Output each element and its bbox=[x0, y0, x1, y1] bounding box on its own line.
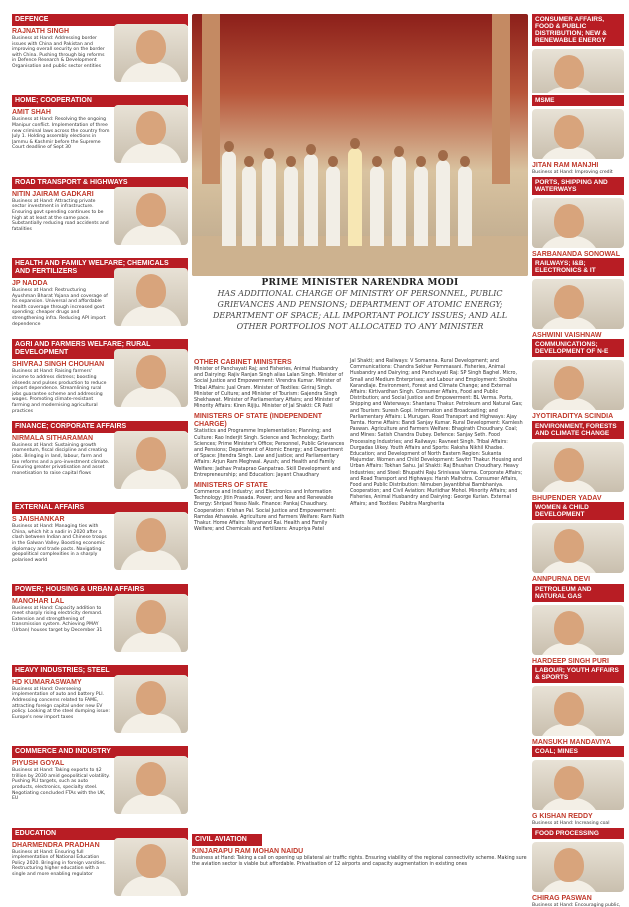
minister-photo bbox=[114, 675, 188, 733]
section-head: PORTS, SHIPPING AND WATERWAYS bbox=[532, 177, 624, 195]
portfolio-section bbox=[12, 95, 188, 174]
portfolio-section bbox=[12, 828, 188, 907]
pm-block bbox=[192, 278, 528, 332]
minister-name: RAJNATH SINGH bbox=[12, 28, 70, 35]
business-text: Business at Hand: Attracting private sector investment in infrastructure. Ensuring govt spending continues to be high at at least at the same pace. Substantially reducing road accidents and fatalities bbox=[12, 198, 109, 232]
section-head: ENVIRONMENT, FORESTS AND CLIMATE CHANGE bbox=[532, 421, 624, 439]
minister-photo bbox=[532, 686, 624, 736]
minister-photo bbox=[114, 105, 188, 163]
portfolio-section bbox=[532, 746, 624, 825]
section-head: HEAVY INDUSTRIES; STEEL bbox=[12, 665, 188, 677]
business-text: Business at Hand: Capacity addition to meet sharply rising electricity demand. Extension and strengthening of transmission system. Achieving PMAY (Urban) houses target by December 31 bbox=[12, 605, 103, 633]
mos-list bbox=[350, 359, 526, 508]
section-head: PETROLEUM AND NATURAL GAS bbox=[532, 584, 624, 602]
minister-name: JITAN RAM MANJHI bbox=[532, 162, 599, 170]
minister-photo bbox=[114, 594, 188, 652]
pm-title: PRIME MINISTER NARENDRA MODI bbox=[261, 278, 459, 288]
business-text: Business at Hand: Addressing border issues with China and Pakistan and improving overall security on the border with China. Pushing through big reforms in Defence Research & Development Organisation and public sector entities bbox=[12, 36, 105, 69]
section-head: COMMERCE AND INDUSTRY bbox=[12, 746, 188, 758]
mos-list-text: Jal Shakti; and Railways: V Somanna. Rural Development; and Communications: Chandra Sekhar Pemmasani. Fisheries, Animal Husbandry and Dairying; and Panchayati Raj: SP Singh Baghel. Micro, Small and Medium Enterprises; and Labour and Employment: Shobha Karandlaje. Environment, Forest and Climate Change; and External Affairs: Kirtivardhan Singh. Consumer Affairs, Food and Public Distribution; and Social Justice and Empowerment: BL Verma. Ports, Shipping and Waterways: Shantanu Thakur. Petroleum and Natural Gas; and Tourism: Suresh Gopi. Information and Broadcasting; and Parliamentary Affairs: L Murugan. Road Transport and Highways: Ajay Tamta. Home Affairs: Bandi Sanjay Kumar. Rural Development: Kamlesh Paswan. Agriculture and Farmers Welfare: Bhagirath Choudhary. Coal; and Mines: Satish Chandra Dubey. Defence: Sanjay Seth. Food Processing Industries; and Railways: Ravneet Singh. Tribal Affairs: Durgadas Uikey. Youth Affairs and Sports: Raksha Nikhil Khadse. Education; and Development of North Eastern Region: Sukanta Majumdar. Women and Child Development: Savitri Thakur. Housing and Urban Affairs: Tokhan Sahu. Jal Shakti: Raj Bhushan Choudhary. Heavy Industries; and Steel: Bhupathi Raju Srinivasa Varma. Corporate Affairs; and Road Transport and Highways: Harsh Malhotra. Consumer Affairs, Food and Public Distribution: Nimuben Jayantibhai Bambhaniya. Cooperation; and Civil Aviation: Murlidhar Mohol. Minority Affairs; and Fisheries, Animal Husbandry and Dairying: George Kurian. External Affairs; and Textiles: Pabitra Margherita bbox=[350, 359, 523, 507]
middle-column bbox=[192, 14, 528, 887]
section-head: AGRI AND FARMERS WELFARE; RURAL DEVELOPMENT bbox=[12, 339, 188, 359]
other-ministers bbox=[194, 359, 346, 533]
minister-photo bbox=[114, 431, 188, 489]
minister-name: DHARMENDRA PRADHAN bbox=[12, 841, 100, 849]
minister-photo bbox=[114, 512, 188, 570]
minister-photo bbox=[532, 842, 624, 892]
minister-name: G KISHAN REDDY bbox=[532, 813, 593, 821]
mosi-text: Statistics and Programme Implementation; Planning; and Culture: Rao Inderjit Singh. Science and Technology; Earth Sciences; Prime Minister's Office; Personnel, Public Grievances and Pensions; Department of Atomic Energy; and Department of Space: Jitendra Singh. Law and Justice; and Parliamentary Affairs: Arjun Ram Meghwal. Ayush; and Health and Family Welfare: Jadhav Prataprao Ganpatrao. Skill Development and Entrepreneurship; and Education: Jayant Chaudhary bbox=[194, 429, 345, 478]
portfolio-section bbox=[12, 258, 188, 337]
minister-photo bbox=[532, 279, 624, 329]
business-text: Business at Hand: Improving credit bbox=[532, 170, 613, 175]
minister-photo bbox=[114, 268, 188, 326]
portfolio-section bbox=[532, 421, 624, 500]
portfolio-section bbox=[532, 14, 624, 93]
minister-name: AMIT SHAH bbox=[12, 109, 51, 117]
minister-name: BHUPENDER YADAV bbox=[532, 494, 602, 501]
section-head: ROAD TRANSPORT & HIGHWAYS bbox=[12, 177, 188, 189]
business-text: Business at Hand: Restructuring Ayushman Bharat Yojana and coverage of its expansion. Universal and affordable health coverage through increased govt spending; cheaper drugs and strengthening infra. Reducing API import dependence bbox=[12, 288, 108, 327]
pm-subtitle: HAS ADDITIONAL CHARGE OF MINISTRY OF PERSONNEL, PUBLIC GRIEVANCES AND PENSIONS; DEPARTMENT OF ATOMIC ENERGY; DEPARTMENT OF SPACE; ALL IMPORTANT POLICY ISSUES; AND ALL OTHER PORTFOLIOS NOT ALLOCATED TO ANY MINISTER bbox=[212, 289, 508, 331]
section-head: RAILWAYS; I&B; ELECTRONICS & IT bbox=[532, 258, 624, 276]
section-head: HEALTH AND FAMILY WELFARE; CHEMICALS AND FERTILIZERS bbox=[12, 258, 188, 278]
minister-name: ANNPURNA DEVI bbox=[532, 576, 591, 582]
portfolio-section bbox=[12, 665, 188, 744]
section-head: WOMEN & CHILD DEVELOPMENT bbox=[532, 502, 624, 520]
right-column bbox=[532, 14, 624, 907]
minister-name: HARDEEP SINGH PURI bbox=[532, 657, 609, 663]
portfolio-section bbox=[12, 339, 188, 418]
portfolio-section bbox=[12, 584, 188, 663]
minister-name: SARBANANDA SONOWAL bbox=[532, 250, 621, 257]
business-text: Business at Hand: Ensuring full implementation of National Education Policy 2020. Bringing in foreign varsities. Restructuring higher education with a single and more enabling regulator bbox=[12, 849, 107, 877]
minister-name: SHIVRAJ SINGH CHOUHAN bbox=[12, 361, 105, 369]
minister-name: HD KUMARASWAMY bbox=[12, 678, 82, 686]
cabinet-photo bbox=[192, 14, 528, 276]
business-text: Business at Hand: Raising farmers' income to address distress; boosting oilseeds and pulses production to reduce import dependence. Streamlining rural jobs guarantee scheme and addressing wages. Promoting climate-resistant farming and modernising agricultural practices bbox=[12, 369, 107, 414]
section-head: CONSUMER AFFAIRS, FOOD & PUBLIC DISTRIBUTION; NEW & RENEWABLE ENERGY bbox=[532, 14, 624, 46]
other-text: Minister of Panchayati Raj; and Fisheries, Animal Husbandry and Dairying: Rajiv Ranjan Singh alias Lalan Singh. Minister of Social Justice and Empowerment: Virendra Kumar. Minister of Tribal Affairs: Jual Oram. Minister of Textiles: Giriraj Singh. Minister of Culture; and Minister of Tourism: Gajendra Singh Shekhawat. Minister of Parliamentary Affairs; and Minister of Minority Affairs: Kiren Rijiju. Minister of Jal Shakti: CR Patil bbox=[194, 367, 344, 410]
minister-name: MANSUKH MANDAVIYA bbox=[532, 738, 611, 745]
minister-name: NITIN JAIRAM GADKARI bbox=[12, 190, 94, 198]
minister-photo bbox=[114, 349, 188, 407]
portfolio-section bbox=[532, 95, 624, 174]
other-head: OTHER CABINET MINISTERS bbox=[194, 359, 292, 366]
minister-name: JP NADDA bbox=[12, 280, 48, 288]
minister-photo bbox=[532, 760, 624, 810]
portfolio-section bbox=[532, 665, 624, 744]
minister-photo bbox=[532, 523, 624, 573]
minister-photo bbox=[532, 442, 624, 492]
portfolio-section bbox=[532, 584, 624, 663]
civil-aviation bbox=[192, 834, 528, 868]
section-head: COMMUNICATIONS; DEVELOPMENT OF N-E bbox=[532, 339, 624, 357]
section-head: EXTERNAL AFFAIRS bbox=[12, 502, 188, 514]
portfolio-section bbox=[12, 177, 188, 256]
minister-photo bbox=[532, 198, 624, 248]
section-head: POWER; HOUSING & URBAN AFFAIRS bbox=[12, 584, 188, 596]
portfolio-section bbox=[12, 421, 188, 500]
business-text: Business at Hand: Taking exports to $2 trillion by 2030 amid geopolitical volatility. Pushing PLI targets, such as auto products, electronics, specialty steel. Negotiating concluded FTAs with the UK, EU bbox=[12, 768, 110, 802]
business-text: Business at Hand: Overseeing implementation of auto and battery PLI. Addressing concerns related to FAME, attracting foreign capital under new EV policy. Looking at the steel dumping issue: Europe's new import taxes bbox=[12, 686, 110, 720]
portfolio-section bbox=[532, 177, 624, 256]
minister-name: CHIRAG PASWAN bbox=[532, 894, 592, 902]
minister-name: NIRMALA SITHARAMAN bbox=[12, 434, 94, 442]
portfolio-section bbox=[532, 828, 624, 907]
mos-head: MINISTERS OF STATE bbox=[194, 482, 268, 490]
minister-photo bbox=[532, 109, 624, 159]
mos-text: Commerce and Industry; and Electronics and Information Technology: Jitin Prasada. Power; and New and Renewable Energy: Shripad Yesso Naik. Finance: Pankaj Chaudhary. Cooperation: Krishan Pal. Social Justice and Empowerment: Ramdas Athawale. Agriculture and Farmers Welfare: Ram Nath Thakur. Home Affairs: Nityanand Rai. Health and Family Welfare; and Chemicals and Fertilizers: Anupriya Patel bbox=[194, 490, 345, 533]
section-head: FOOD PROCESSING bbox=[532, 828, 624, 839]
civil-text: Business at Hand: Taking a call on opening up bilateral air traffic rights. Ensuring viability of the regional connectivity scheme. Making sure the aviation sector is viable but affordable. Privatisation of 12 airports and capacity augmentation in existing ones bbox=[192, 856, 527, 868]
portfolio-section bbox=[532, 258, 624, 337]
business-text: Business at Hand: Increasing coal bbox=[532, 821, 610, 826]
civil-name: KINJARAPU RAM MOHAN NAIDU bbox=[192, 848, 304, 855]
minister-photo bbox=[532, 49, 624, 93]
section-head: MSME bbox=[532, 95, 624, 106]
business-text: Business at Hand: Sustaining growth momentum, fiscal discipline and creating jobs. Bringing in land, labour, farm and tax reforms and a pro-investment climate. Ensuring greater privatisation and asset monetisation to raise capital flows bbox=[12, 442, 110, 476]
section-head: LABOUR; YOUTH AFFAIRS & SPORTS bbox=[532, 665, 624, 683]
minister-photo bbox=[114, 24, 188, 82]
minister-photo bbox=[114, 187, 188, 245]
portfolio-section bbox=[532, 502, 624, 581]
portfolio-section bbox=[12, 746, 188, 825]
minister-photo bbox=[532, 605, 624, 655]
section-head: FINANCE; CORPORATE AFFAIRS bbox=[12, 421, 188, 433]
civil-head: CIVIL AVIATION bbox=[192, 834, 262, 846]
business-text: Business at Hand: Managing ties with China, which hit a nadir in 2020 after a clash between Indian and Chinese troops in the Galwan Valley. Boosting economic diplomacy and trade pacts. Navigating geopolitical complexities in a sharply polarised world bbox=[12, 524, 107, 563]
section-head: EDUCATION bbox=[12, 828, 188, 840]
minister-name: ASHWINI VAISHNAW bbox=[532, 332, 602, 338]
section-head: HOME; COOPERATION bbox=[12, 95, 188, 107]
portfolio-section bbox=[12, 502, 188, 581]
left-column bbox=[12, 14, 188, 887]
minister-photo bbox=[114, 756, 188, 814]
portfolio-section bbox=[532, 339, 624, 418]
minister-name: PIYUSH GOYAL bbox=[12, 760, 65, 768]
minister-name: S JAISHANKAR bbox=[12, 516, 65, 524]
minister-photo bbox=[114, 838, 188, 896]
minister-photo bbox=[532, 360, 624, 410]
section-head: COAL; MINES bbox=[532, 746, 624, 757]
minister-name: JYOTIRADITYA SCINDIA bbox=[532, 413, 614, 419]
business-text: Business at Hand: Encouraging public, bbox=[532, 902, 621, 907]
minister-name: MANOHAR LAL bbox=[12, 597, 65, 605]
mosi-head: MINISTERS OF STATE (INDEPENDENT CHARGE) bbox=[194, 413, 323, 429]
section-head: DEFENCE bbox=[12, 14, 188, 26]
business-text: Business at Hand: Resolving the ongoing Manipur conflict. Implementation of three new criminal laws across the country from July 1. Holding assembly elections in Jammu & Kashmir before the Supreme Court deadline of Sept 30 bbox=[12, 117, 110, 151]
portfolio-section bbox=[12, 14, 188, 93]
